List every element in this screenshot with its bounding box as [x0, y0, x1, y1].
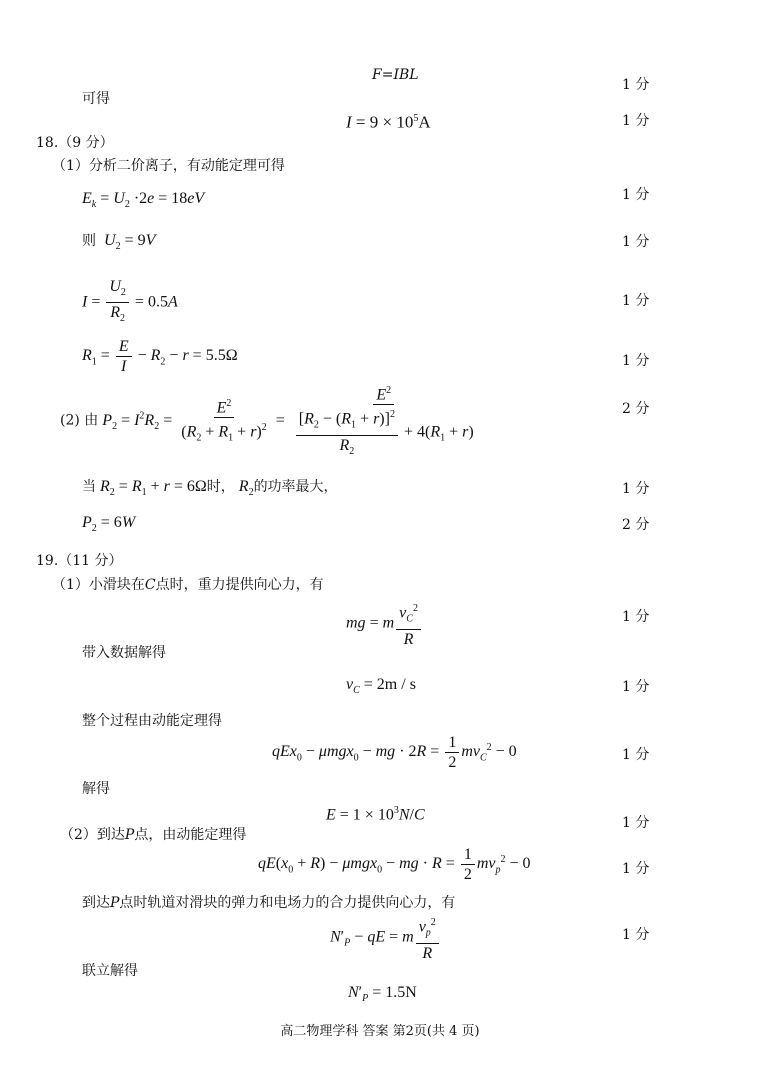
equation-power: (2) 由 $P_2 = I^2R_2$ = $\frac{E^2}{(R_2 + R_1 + r)^2}$ = $E^2$ $\frac{[R_2 - (R_1 + r)]^2}{R_2}$ + $4(R_1 + r)$: [60, 382, 479, 460]
score-mark: 1 分: [622, 234, 650, 250]
text-dang-tail: 时，: [206, 479, 235, 495]
score-mark: 2 分: [622, 401, 650, 417]
text-max-condition: 当 $R_2 = R_1 + r = 6\Omega$时， $R_2$的功率最大，: [82, 478, 338, 499]
score-mark: 1 分: [622, 353, 650, 369]
score-mark: 1 分: [622, 113, 650, 129]
text-daoda-b: 点时轨道对滑块的弹力和电场力的合力提供向心力，有: [119, 895, 456, 911]
text-ze: 则: [82, 233, 96, 249]
text-q19-1a: （1）小滑块在: [52, 577, 145, 593]
text-daoda: [82, 894, 455, 912]
equation-f-ibl: F=IBL: [372, 67, 419, 83]
text-q19-1b: 点时，重力提供向心力，有: [155, 577, 324, 593]
score-mark: 1 分: [622, 293, 650, 309]
text-daoda-a: 到达: [82, 895, 110, 911]
equation-mg: mg = m $\frac{v_C^2}{R}$: [346, 600, 423, 648]
equation-np-result: $N'_P = 1.5N$: [348, 984, 417, 1005]
text-dang-tail2: 的功率最大，: [253, 479, 338, 495]
equation-vc: $v_C = 2m / s$: [346, 676, 416, 697]
text-kede: 可得: [82, 91, 110, 107]
equation-energy-2: $qE(x_0 + R) - \mu mgx_0$ − mg · R = $\frac{1}{2}$ $mv_p^2 - 0$: [258, 846, 531, 883]
text-dang: 当: [82, 479, 96, 495]
text-jiede: 解得: [82, 781, 110, 797]
question-18-heading: 18.（9 分）: [36, 135, 114, 151]
var-p: P: [110, 895, 120, 911]
score-mark: 1 分: [622, 747, 650, 763]
score-mark: 1 分: [622, 187, 650, 203]
equation-i: I = $\frac{U_2}{R_2}$ = 0.5A: [82, 278, 178, 325]
equation-u2: 则 $U_2 = 9V$: [82, 232, 156, 253]
question-19-part2: [60, 826, 246, 844]
page-footer: 高二物理学科 答案 第2页(共 4 页): [280, 1024, 480, 1039]
equation-energy-1: qEx$_0$ − μmgx$_0$ − mg · 2R = $\frac{1}{2}$ $mv_C^2 - 0$: [272, 734, 517, 771]
var-p: P: [124, 827, 135, 843]
equation-ek: $E_k = U_2 \cdot 2e = 18eV$: [82, 190, 205, 211]
equation-r1: $R_1$ = $\frac{E}{I}$ − $R_2 - r = 5.5\Omega$: [82, 338, 238, 375]
score-mark: 1 分: [622, 927, 650, 943]
equation-normal-force: $N'_P$ − qE = m $\frac{v_p^2}{R}$: [330, 914, 441, 962]
score-mark: 1 分: [622, 481, 650, 497]
score-mark: 1 分: [622, 815, 650, 831]
text-q19-2a: （2）到达: [60, 827, 125, 843]
text-q19-2b: 点，由动能定理得: [134, 827, 247, 843]
question-18-part1: （1）分析二价离子，有动能定理可得: [52, 158, 285, 174]
equation-e-field: $E = 1 \times 10^3N/C$: [326, 805, 425, 824]
score-mark: 1 分: [622, 861, 650, 877]
score-mark: 1 分: [622, 609, 650, 625]
text-you: (2) 由: [60, 412, 99, 429]
score-mark: 2 分: [622, 517, 650, 533]
equation-p2: $P_2 = 6W$: [82, 514, 136, 535]
score-mark: 1 分: [622, 679, 650, 695]
equation-current: $I = 9 \times 10^5A$: [346, 112, 431, 132]
text-lianli: 联立解得: [82, 963, 138, 979]
text-dairu: 带入数据解得: [82, 645, 166, 661]
score-mark: 1 分: [622, 77, 650, 93]
text-zhengge: 整个过程由动能定理得: [82, 713, 222, 729]
var-c: C: [144, 577, 156, 593]
question-19-part1: [52, 576, 324, 594]
question-19-heading: 19.（11 分）: [36, 553, 123, 569]
